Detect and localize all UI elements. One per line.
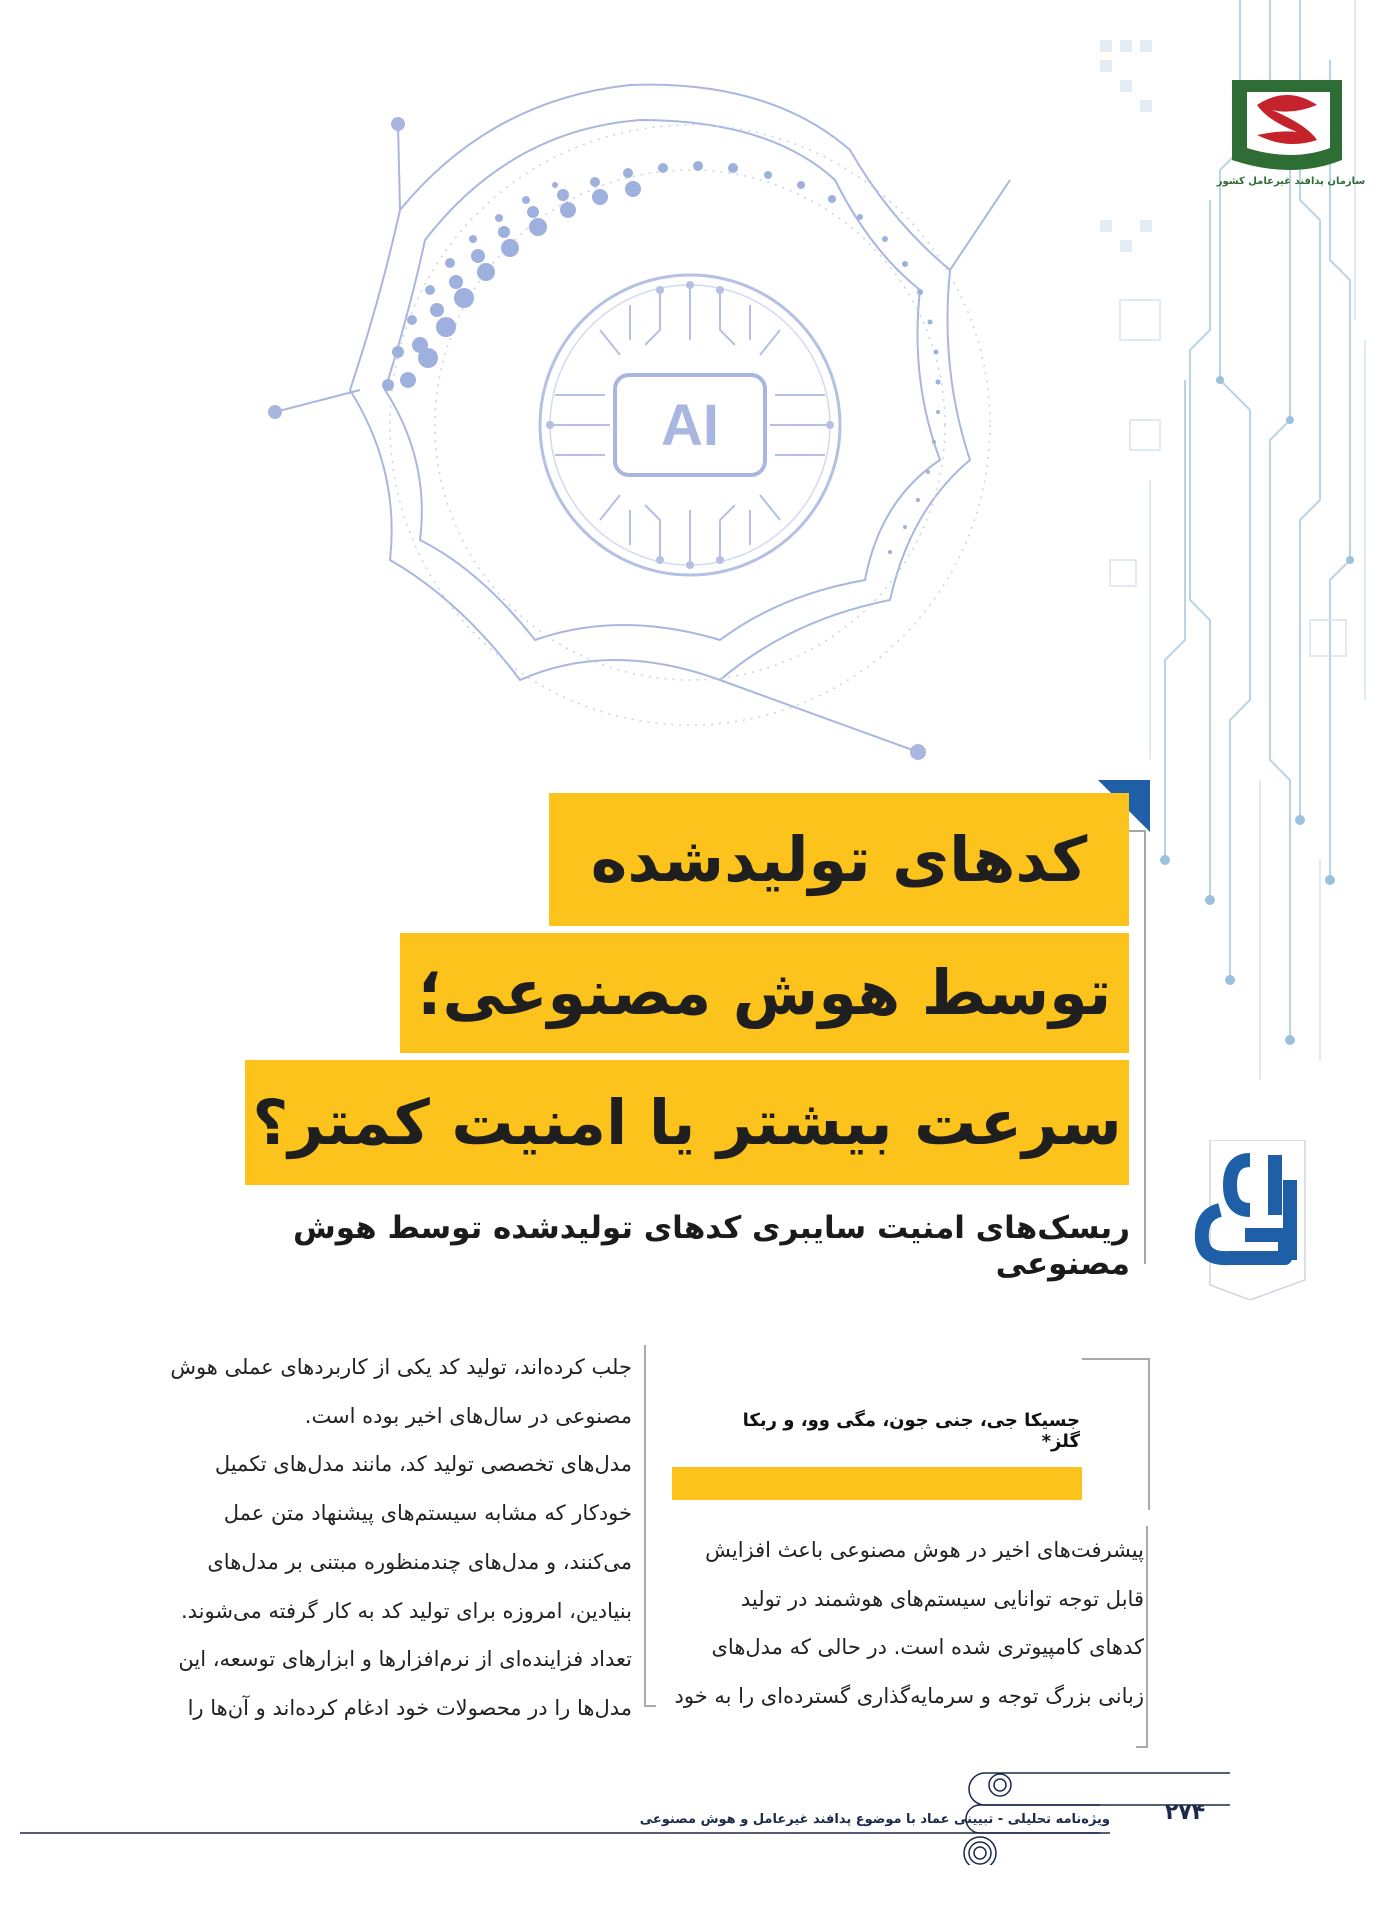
org-emblem-icon: [1212, 70, 1370, 175]
authors-frame: [1082, 1358, 1150, 1510]
title-line-2: توسط هوش مصنوعی؛: [400, 933, 1129, 1053]
org-logo-caption: سازمان پدافند غیرعامل کشور: [1216, 176, 1366, 187]
org-logo: [1212, 70, 1370, 195]
body-left-column: [158, 1343, 632, 1733]
body-line: کدهای کامپیوتری شده است. در حالی که مدل‌های: [711, 1635, 1144, 1660]
left-column-bracket: [644, 1345, 656, 1707]
body-line: تعداد فزاینده‌ای از نرم‌افزارها و ابزارهای توسعه، این: [178, 1647, 632, 1672]
body-line: مصنوعی در سال‌های اخیر بوده است.: [304, 1403, 632, 1428]
body-right-column: [672, 1526, 1144, 1721]
authors-line: جسیکا جی، جنی جون، مگی وو، و ربکا گلز*: [742, 1410, 1080, 1452]
emad-logo-icon: [1190, 1140, 1310, 1300]
ai-circuit-illustration: [250, 40, 1130, 790]
body-line: خودکار که مشابه سیستم‌های پیشنهاد متن عمل: [223, 1501, 632, 1526]
body-line: می‌کنند، و مدل‌های چندمنظوره مبتنی بر مدل‌های: [207, 1549, 632, 1574]
page-number: ۲۷۴: [1164, 1800, 1206, 1825]
title-frame-line: [1128, 830, 1146, 1264]
body-line: بنیادین، امروزه برای تولید کد به کار گرفته می‌شوند.: [180, 1598, 632, 1623]
authors-highlight-bar: [672, 1467, 1082, 1500]
body-line: قابل توجه توانایی سیستم‌های هوشمند در تولید: [740, 1586, 1144, 1611]
subtitle: ریسک‌های امنیت سایبری کدهای تولیدشده توسط هوش مصنوعی: [292, 1210, 1130, 1282]
body-line: جلب کرده‌اند، تولید کد یکی از کاربردهای عملی هوش: [170, 1355, 632, 1379]
title-line-3: سرعت بیشتر یا امنیت کمتر؟: [245, 1060, 1129, 1185]
title-line-1: کدهای تولیدشده: [549, 793, 1129, 926]
body-line: زبانی بزرگ توجه و سرمایه‌گذاری گسترده‌ای را به خود: [674, 1684, 1144, 1709]
body-line: پیشرفت‌های اخیر در هوش مصنوعی باعث افزایش: [705, 1538, 1144, 1562]
body-line: مدل‌ها را در محصولات خود ادغام کرده‌اند و آن‌ها را: [187, 1695, 632, 1720]
footer-publication: ویژه‌نامه تحلیلی - تبیینی عماد با موضوع پدافند غیرعامل و هوش مصنوعی: [639, 1812, 1110, 1827]
ai-label: AI: [661, 393, 719, 458]
body-line: مدل‌های تخصصی تولید کد، مانند مدل‌های تکمیل: [214, 1452, 632, 1477]
